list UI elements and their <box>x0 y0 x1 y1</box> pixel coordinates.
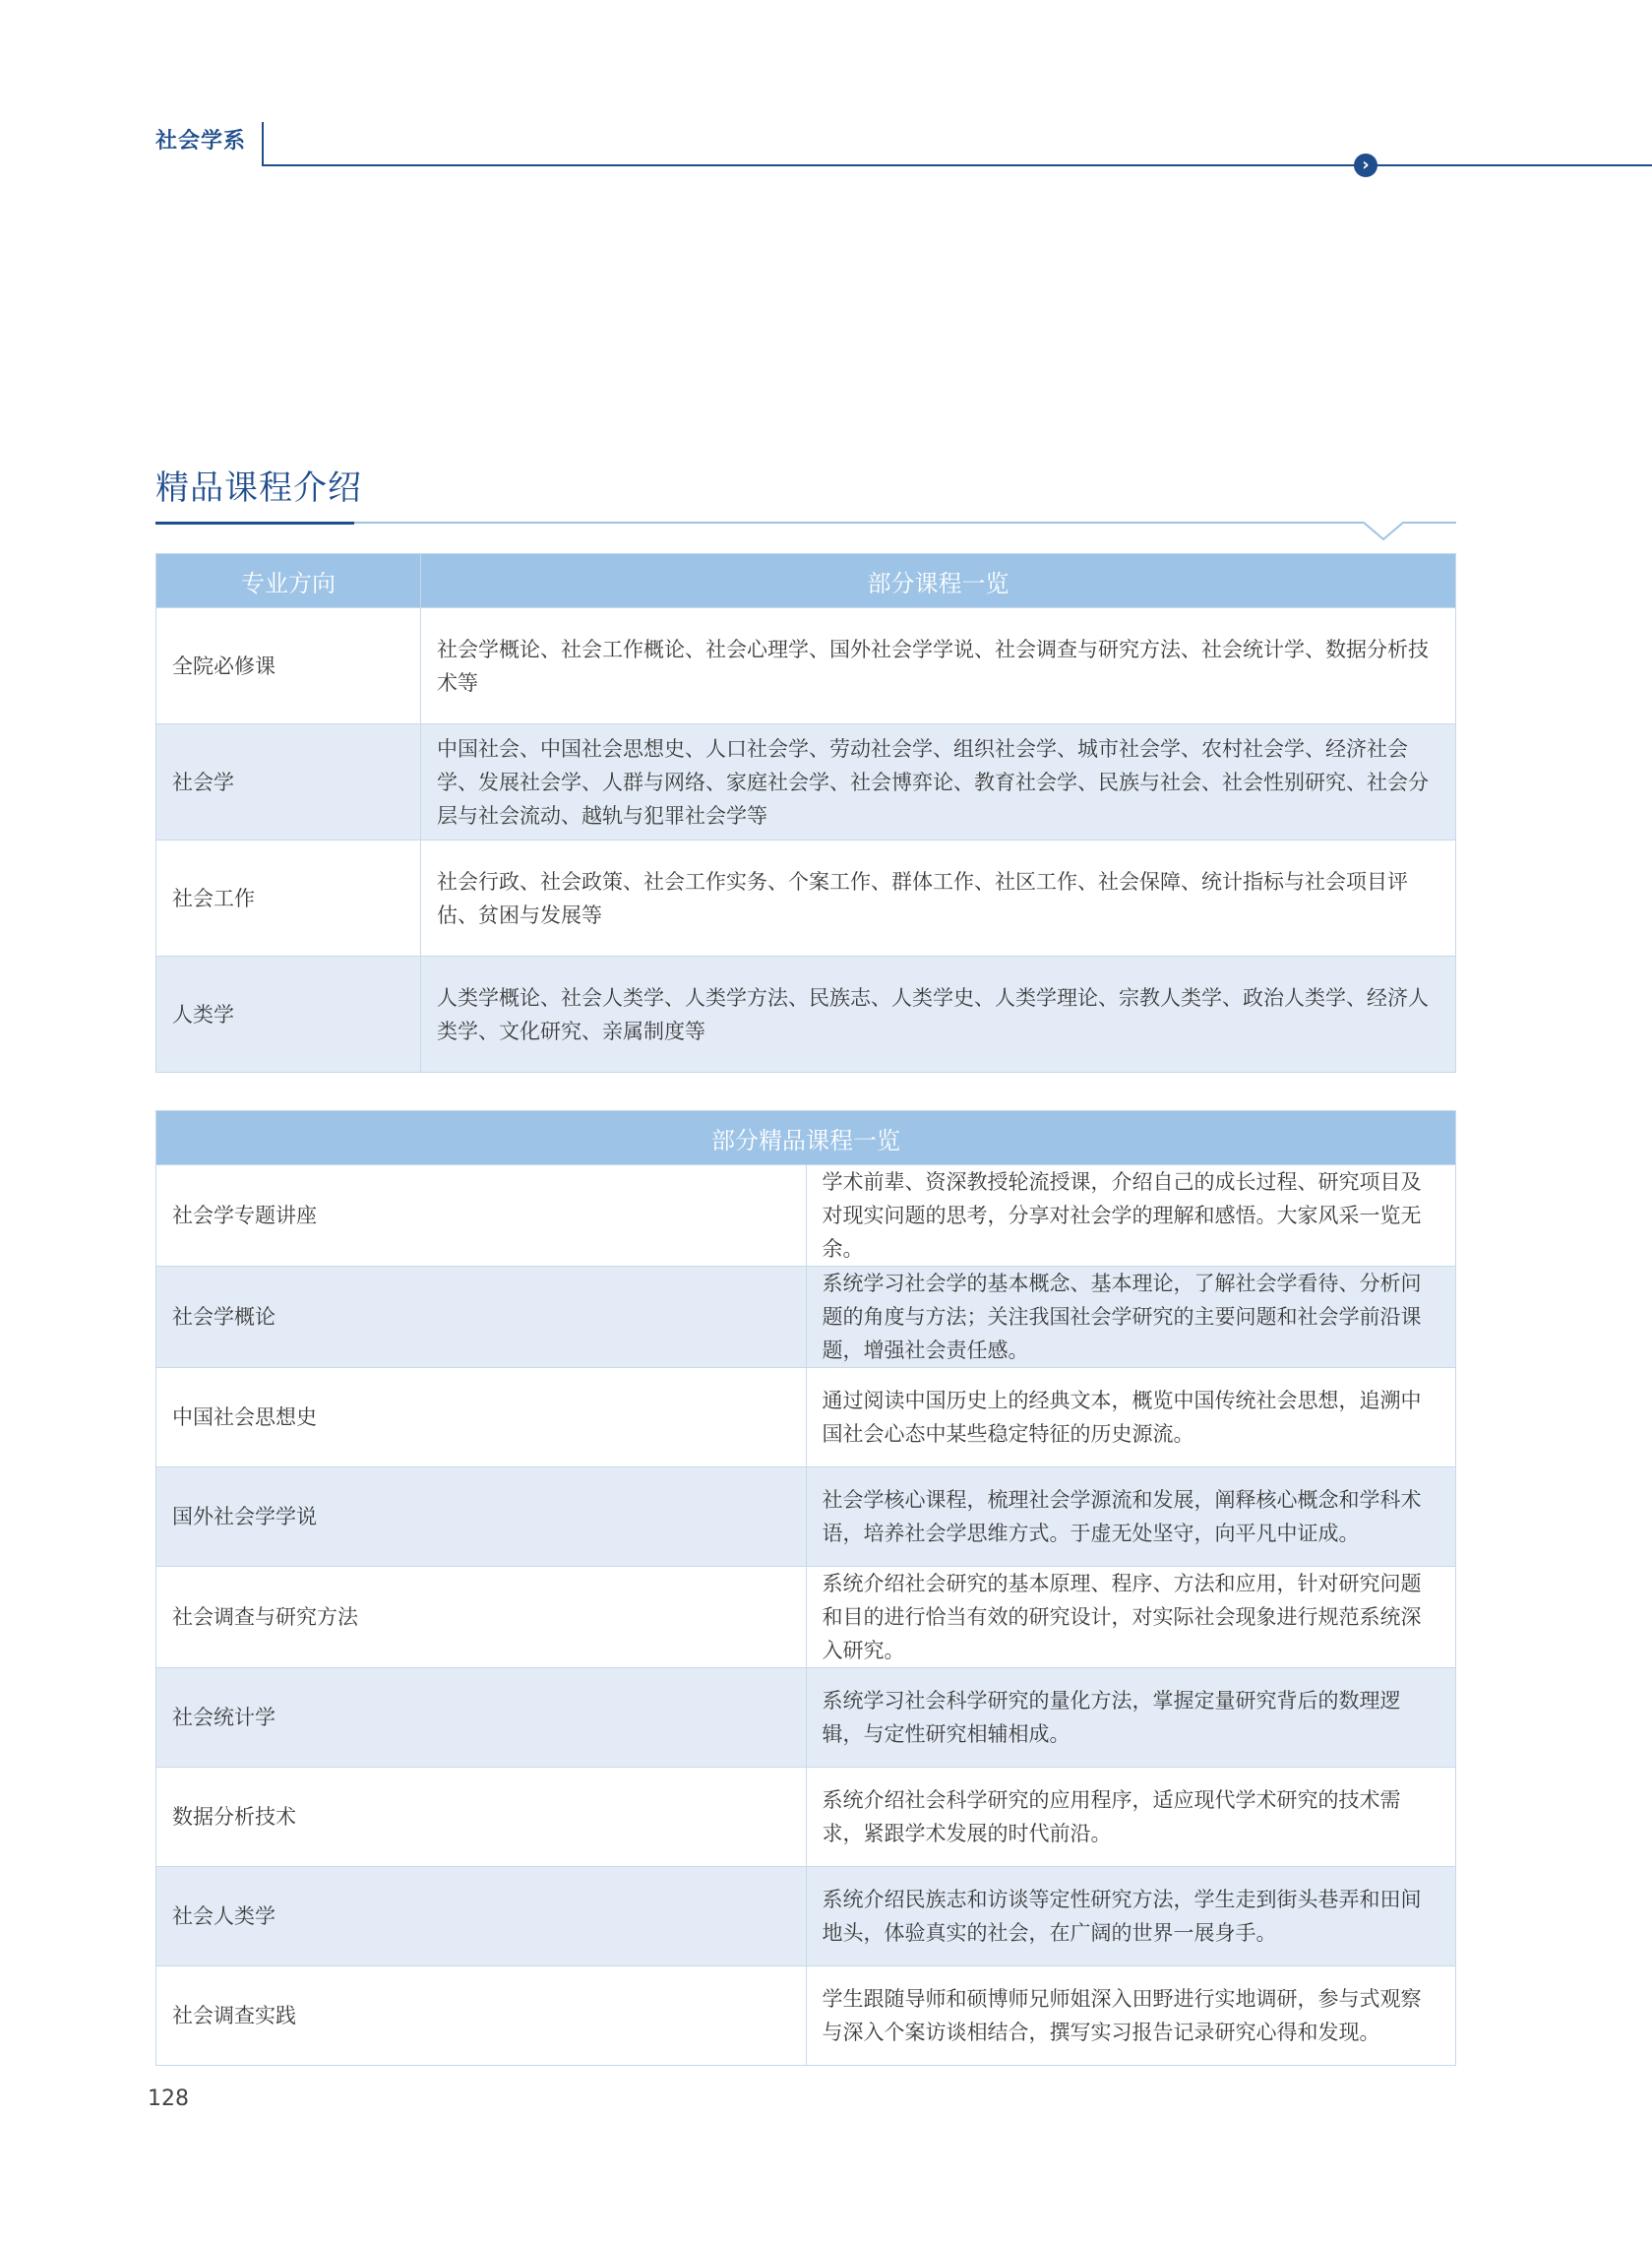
course-description: 系统介绍社会科学研究的应用程序，适应现代学术研究的技术需求，紧跟学术发展的时代前沿。 <box>806 1768 1456 1867</box>
major-courses: 社会学概论、社会工作概论、社会心理学、国外社会学学说、社会调查与研究方法、社会统计学、数据分析技术等 <box>421 608 1456 724</box>
table-row <box>156 1267 1456 1368</box>
course-description: 学术前辈、资深教授轮流授课，介绍自己的成长过程、研究项目及对现实问题的思考，分享对社会学的理解和感悟。大家风采一览无余。 <box>806 1165 1456 1267</box>
course-name: 数据分析技术 <box>156 1768 807 1867</box>
course-description: 系统学习社会科学研究的量化方法，掌握定量研究背后的数理逻辑，与定性研究相辅相成。 <box>806 1668 1456 1768</box>
course-description: 社会学核心课程，梳理社会学源流和发展，阐释核心概念和学科术语，培养社会学思维方式。于虚无处坚守，向平凡中证成。 <box>806 1467 1456 1567</box>
header-major-direction: 专业方向 <box>156 554 421 608</box>
table-row <box>156 1867 1456 1966</box>
page-number: 128 <box>148 2086 189 2111</box>
major-courses: 中国社会、中国社会思想史、人口社会学、劳动社会学、组织社会学、城市社会学、农村社会学、经济社会学、发展社会学、人群与网络、家庭社会学、社会博弈论、教育社会学、民族与社会、社会性别研究、社会分层与社会流动、越轨与犯罪社会学等 <box>421 724 1456 841</box>
course-name: 社会学概论 <box>156 1267 807 1368</box>
majors-table-header <box>156 554 1456 608</box>
course-description: 系统介绍民族志和访谈等定性研究方法，学生走到街头巷弄和田间地头，体验真实的社会，在广阔的世界一展身手。 <box>806 1867 1456 1966</box>
header-quality-courses: 部分精品课程一览 <box>156 1111 1456 1165</box>
table-row <box>156 724 1456 841</box>
table-row <box>156 1668 1456 1768</box>
header-divider <box>262 122 264 165</box>
table-row <box>156 1368 1456 1467</box>
major-category: 社会学 <box>156 724 421 841</box>
section-underline <box>155 512 1456 541</box>
table-row <box>156 608 1456 724</box>
header-rule <box>262 164 1652 166</box>
major-category: 人类学 <box>156 957 421 1073</box>
chevron-right-icon: › <box>1354 154 1377 177</box>
header-course-list: 部分课程一览 <box>421 554 1456 608</box>
section-title: 精品课程介绍 <box>155 468 362 508</box>
course-description: 通过阅读中国历史上的经典文本，概览中国传统社会思想，追溯中国社会心态中某些稳定特征的历史源流。 <box>806 1368 1456 1467</box>
quality-table-header <box>156 1111 1456 1165</box>
major-courses: 社会行政、社会政策、社会工作实务、个案工作、群体工作、社区工作、社会保障、统计指标与社会项目评估、贫困与发展等 <box>421 841 1456 957</box>
table-row <box>156 1467 1456 1567</box>
majors-table <box>155 553 1456 1073</box>
course-name: 社会调查实践 <box>156 1966 807 2066</box>
table-row <box>156 841 1456 957</box>
course-name: 国外社会学学说 <box>156 1467 807 1567</box>
section-underline-accent <box>155 522 354 525</box>
table-row <box>156 1966 1456 2066</box>
course-description: 系统学习社会学的基本概念、基本理论，了解社会学看待、分析问题的角度与方法；关注我国社会学研究的主要问题和社会学前沿课题，增强社会责任感。 <box>806 1267 1456 1368</box>
course-name: 社会统计学 <box>156 1668 807 1768</box>
table-row <box>156 1768 1456 1867</box>
table-row <box>156 957 1456 1073</box>
course-description: 学生跟随导师和硕博师兄师姐深入田野进行实地调研，参与式观察与深入个案访谈相结合，撰写实习报告记录研究心得和发现。 <box>806 1966 1456 2066</box>
course-description: 系统介绍社会研究的基本原理、程序、方法和应用，针对研究问题和目的进行恰当有效的研究设计，对实际社会现象进行规范系统深入研究。 <box>806 1567 1456 1668</box>
major-courses: 人类学概论、社会人类学、人类学方法、民族志、人类学史、人类学理论、宗教人类学、政治人类学、经济人类学、文化研究、亲属制度等 <box>421 957 1456 1073</box>
course-name: 社会学专题讲座 <box>156 1165 807 1267</box>
table-row <box>156 1567 1456 1668</box>
table-row <box>156 1165 1456 1267</box>
course-name: 中国社会思想史 <box>156 1368 807 1467</box>
department-title: 社会学系 <box>155 129 247 154</box>
major-category: 全院必修课 <box>156 608 421 724</box>
course-name: 社会调查与研究方法 <box>156 1567 807 1668</box>
major-category: 社会工作 <box>156 841 421 957</box>
quality-courses-table <box>155 1110 1456 2066</box>
course-name: 社会人类学 <box>156 1867 807 1966</box>
